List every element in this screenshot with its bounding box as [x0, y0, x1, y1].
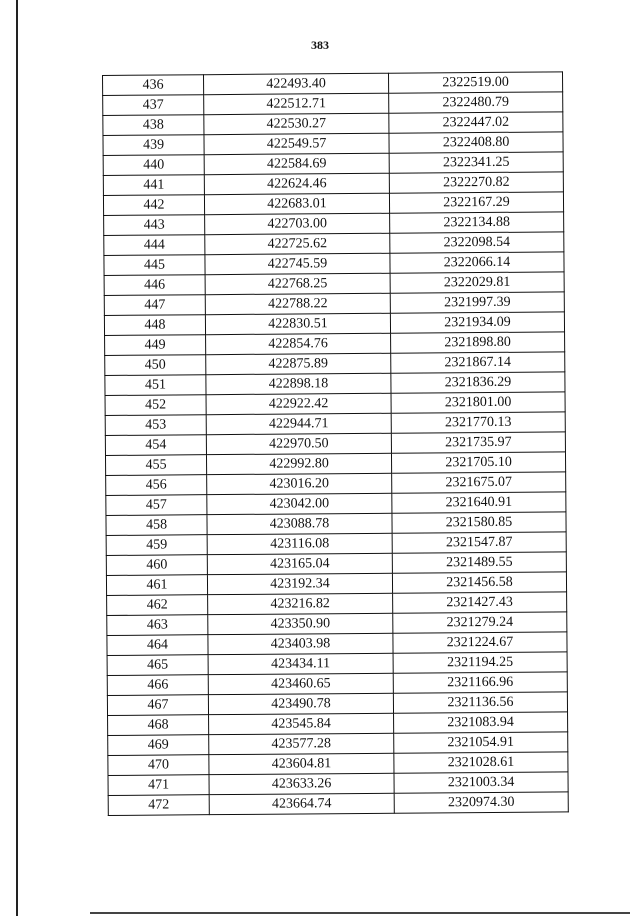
y-coordinate-cell: 2321735.97 [391, 432, 565, 453]
point-number-cell: 456 [106, 475, 207, 496]
x-coordinate-cell: 423633.26 [209, 773, 394, 794]
point-number-cell: 450 [105, 355, 206, 376]
y-coordinate-cell: 2321224.67 [393, 632, 567, 653]
x-coordinate-cell: 423088.78 [207, 513, 392, 534]
y-coordinate-cell: 2321867.14 [391, 352, 565, 373]
point-number-cell: 438 [103, 115, 204, 136]
x-coordinate-cell: 423604.81 [209, 753, 394, 774]
point-number-cell: 442 [103, 195, 204, 216]
x-coordinate-cell: 422768.25 [205, 273, 390, 294]
x-coordinate-cell: 422944.71 [206, 413, 391, 434]
point-number-cell: 439 [103, 135, 204, 156]
y-coordinate-cell: 2322098.54 [390, 232, 564, 253]
y-coordinate-cell: 2322167.29 [389, 192, 563, 213]
x-coordinate-cell: 423460.65 [208, 673, 393, 694]
x-coordinate-cell: 422970.50 [206, 433, 391, 454]
x-coordinate-cell: 422512.71 [204, 93, 389, 114]
y-coordinate-cell: 2321054.91 [394, 732, 568, 753]
y-coordinate-cell: 2321136.56 [393, 692, 567, 713]
point-number-cell: 440 [103, 155, 204, 176]
x-coordinate-cell: 423042.00 [207, 493, 392, 514]
y-coordinate-cell: 2321770.13 [391, 412, 565, 433]
x-coordinate-cell: 422922.42 [206, 393, 391, 414]
y-coordinate-cell: 2322029.81 [390, 272, 564, 293]
point-number-cell: 472 [108, 795, 209, 816]
y-coordinate-cell: 2321456.58 [392, 572, 566, 593]
point-number-cell: 469 [108, 735, 209, 756]
y-coordinate-cell: 2322519.00 [388, 72, 562, 93]
point-number-cell: 446 [104, 275, 205, 296]
x-coordinate-cell: 422830.51 [205, 313, 390, 334]
y-coordinate-cell: 2321898.80 [391, 332, 565, 353]
x-coordinate-cell: 423116.08 [207, 533, 392, 554]
point-number-cell: 471 [108, 775, 209, 796]
x-coordinate-cell: 422683.01 [204, 193, 389, 214]
y-coordinate-cell: 2321580.85 [392, 512, 566, 533]
point-number-cell: 455 [105, 455, 206, 476]
y-coordinate-cell: 2321489.55 [392, 552, 566, 573]
x-coordinate-cell: 422549.57 [204, 133, 389, 154]
point-number-cell: 452 [105, 395, 206, 416]
x-coordinate-cell: 422854.76 [206, 333, 391, 354]
point-number-cell: 459 [106, 535, 207, 556]
point-number-cell: 461 [106, 575, 207, 596]
point-number-cell: 468 [108, 715, 209, 736]
point-number-cell: 463 [107, 615, 208, 636]
y-coordinate-cell: 2320974.30 [394, 792, 568, 813]
x-coordinate-cell: 423490.78 [208, 693, 393, 714]
point-number-cell: 467 [107, 695, 208, 716]
point-number-cell: 448 [104, 315, 205, 336]
point-number-cell: 454 [105, 435, 206, 456]
y-coordinate-cell: 2321166.96 [393, 672, 567, 693]
x-coordinate-cell: 423165.04 [207, 553, 392, 574]
x-coordinate-cell: 423434.11 [208, 653, 393, 674]
point-number-cell: 457 [106, 495, 207, 516]
y-coordinate-cell: 2322134.88 [390, 212, 564, 233]
x-coordinate-cell: 422530.27 [204, 113, 389, 134]
point-number-cell: 470 [108, 755, 209, 776]
coordinates-table-body [103, 72, 569, 816]
x-coordinate-cell: 423016.20 [207, 473, 392, 494]
table-row [108, 792, 568, 816]
point-number-cell: 449 [105, 335, 206, 356]
point-number-cell: 444 [104, 235, 205, 256]
y-coordinate-cell: 2321427.43 [393, 592, 567, 613]
x-coordinate-cell: 422992.80 [206, 453, 391, 474]
x-coordinate-cell: 422725.62 [205, 233, 390, 254]
point-number-cell: 437 [103, 95, 204, 116]
x-coordinate-cell: 422493.40 [204, 73, 389, 94]
point-number-cell: 460 [106, 555, 207, 576]
y-coordinate-cell: 2322480.79 [389, 92, 563, 113]
scan-left-edge [16, 0, 18, 916]
x-coordinate-cell: 422584.69 [204, 153, 389, 174]
x-coordinate-cell: 423192.34 [207, 573, 392, 594]
point-number-cell: 445 [104, 255, 205, 276]
y-coordinate-cell: 2321640.91 [392, 492, 566, 513]
point-number-cell: 441 [103, 175, 204, 196]
y-coordinate-cell: 2321836.29 [391, 372, 565, 393]
x-coordinate-cell: 422624.46 [204, 173, 389, 194]
point-number-cell: 466 [107, 675, 208, 696]
page-number: 383 [311, 38, 329, 52]
x-coordinate-cell: 423664.74 [209, 793, 394, 814]
point-number-cell: 436 [103, 75, 204, 96]
y-coordinate-cell: 2322341.25 [389, 152, 563, 173]
y-coordinate-cell: 2322066.14 [390, 252, 564, 273]
point-number-cell: 464 [107, 635, 208, 656]
point-number-cell: 451 [105, 375, 206, 396]
y-coordinate-cell: 2321547.87 [392, 532, 566, 553]
y-coordinate-cell: 2321194.25 [393, 652, 567, 673]
y-coordinate-cell: 2321934.09 [390, 312, 564, 333]
x-coordinate-cell: 423545.84 [209, 713, 394, 734]
point-number-cell: 462 [107, 595, 208, 616]
y-coordinate-cell: 2322408.80 [389, 132, 563, 153]
y-coordinate-cell: 2321675.07 [392, 472, 566, 493]
y-coordinate-cell: 2321083.94 [394, 712, 568, 733]
scan-bottom-edge [90, 912, 630, 914]
x-coordinate-cell: 422898.18 [206, 373, 391, 394]
y-coordinate-cell: 2321003.34 [394, 772, 568, 793]
y-coordinate-cell: 2321279.24 [393, 612, 567, 633]
x-coordinate-cell: 422745.59 [205, 253, 390, 274]
x-coordinate-cell: 423216.82 [208, 593, 393, 614]
coordinates-table [102, 71, 569, 816]
x-coordinate-cell: 423403.98 [208, 633, 393, 654]
x-coordinate-cell: 422703.00 [205, 213, 390, 234]
y-coordinate-cell: 2322447.02 [389, 112, 563, 133]
x-coordinate-cell: 423577.28 [209, 733, 394, 754]
x-coordinate-cell: 422788.22 [205, 293, 390, 314]
point-number-cell: 447 [104, 295, 205, 316]
x-coordinate-cell: 423350.90 [208, 613, 393, 634]
point-number-cell: 465 [107, 655, 208, 676]
x-coordinate-cell: 422875.89 [206, 353, 391, 374]
y-coordinate-cell: 2321801.00 [391, 392, 565, 413]
y-coordinate-cell: 2321705.10 [391, 452, 565, 473]
point-number-cell: 443 [104, 215, 205, 236]
y-coordinate-cell: 2321028.61 [394, 752, 568, 773]
y-coordinate-cell: 2322270.82 [389, 172, 563, 193]
point-number-cell: 458 [106, 515, 207, 536]
y-coordinate-cell: 2321997.39 [390, 292, 564, 313]
point-number-cell: 453 [105, 415, 206, 436]
